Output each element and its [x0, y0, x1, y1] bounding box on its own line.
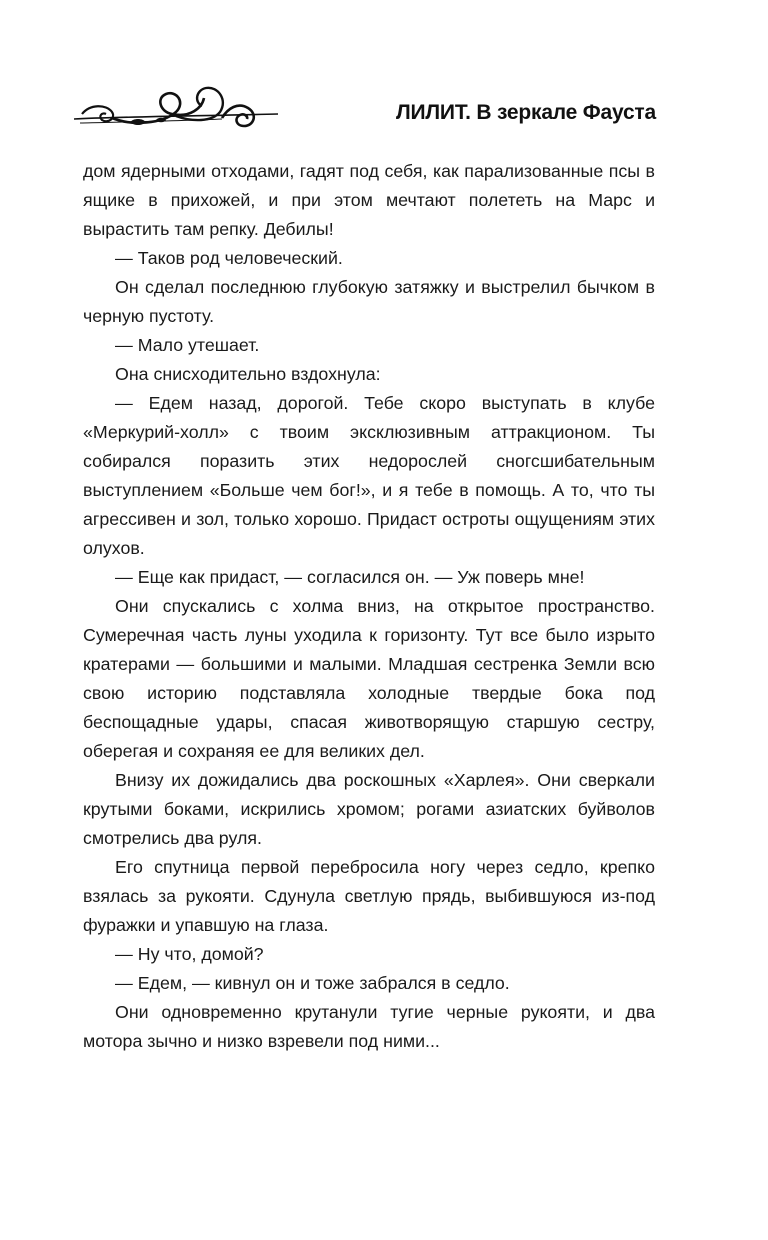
paragraph: Она снисходительно вздохнула: [115, 364, 381, 384]
body-text [83, 157, 655, 1056]
paragraph: Они спускались с холма вниз, на открытое пространство. Сумеречная часть луны уходила к горизонту. Тут все было изрыто кратерами — большими и малыми. Младшая сестренка Земли всю свою историю подставляла холодные твердые бока под беспощадные удары, спасая животворящую старшую сестру, оберегая и сохраняя ее для великих дел. [83, 596, 655, 761]
paragraph: — Еще как придаст, — согласился он. — Уж поверь мне! [115, 567, 585, 587]
paragraph: Они одновременно крутанули тугие черные рукояти, и два мотора зычно и низко взревели под ними... [83, 1002, 655, 1051]
paragraph: — Мало утешает. [115, 335, 260, 355]
paragraph: дом ядерными отходами, гадят под себя, как парализованные псы в ящике в прихожей, и при этом мечтают полететь на Марс и вырастить там репку. Дебилы! [83, 161, 655, 239]
paragraph: — Ну что, домой? [115, 944, 264, 964]
running-title: ЛИЛИТ. В зеркале Фауста [395, 101, 656, 124]
paragraph: — Едем, — кивнул он и тоже забрался в седло. [115, 973, 510, 993]
paragraph: — Таков род человеческий. [115, 248, 343, 268]
paragraph: — Едем назад, дорогой. Тебе скоро выступать в клубе «Меркурий-холл» с твоим эксклюзивным аттракционом. Ты собирался поразить этих недорослей сногсшибательным выступлением «Больше чем бог!», и я тебе в помощь. А то, что ты агрессивен и зол, только хорошо. Придаст остроты ощущениям этих олухов. [83, 393, 655, 558]
swirl-flourish-ornament [72, 78, 282, 138]
paragraph: Его спутница первой перебросила ногу через седло, крепко взялась за рукояти. Сдунула светлую прядь, выбившуюся из-под фуражки и упавшую на глаза. [83, 857, 655, 935]
paragraph: Он сделал последнюю глубокую затяжку и выстрелил бычком в черную пустоту. [83, 277, 655, 326]
paragraph: Внизу их дожидались два роскошных «Харлея». Они сверкали крутыми боками, искрились хромом; рогами азиатских буйволов смотрелись два руля. [83, 770, 655, 848]
